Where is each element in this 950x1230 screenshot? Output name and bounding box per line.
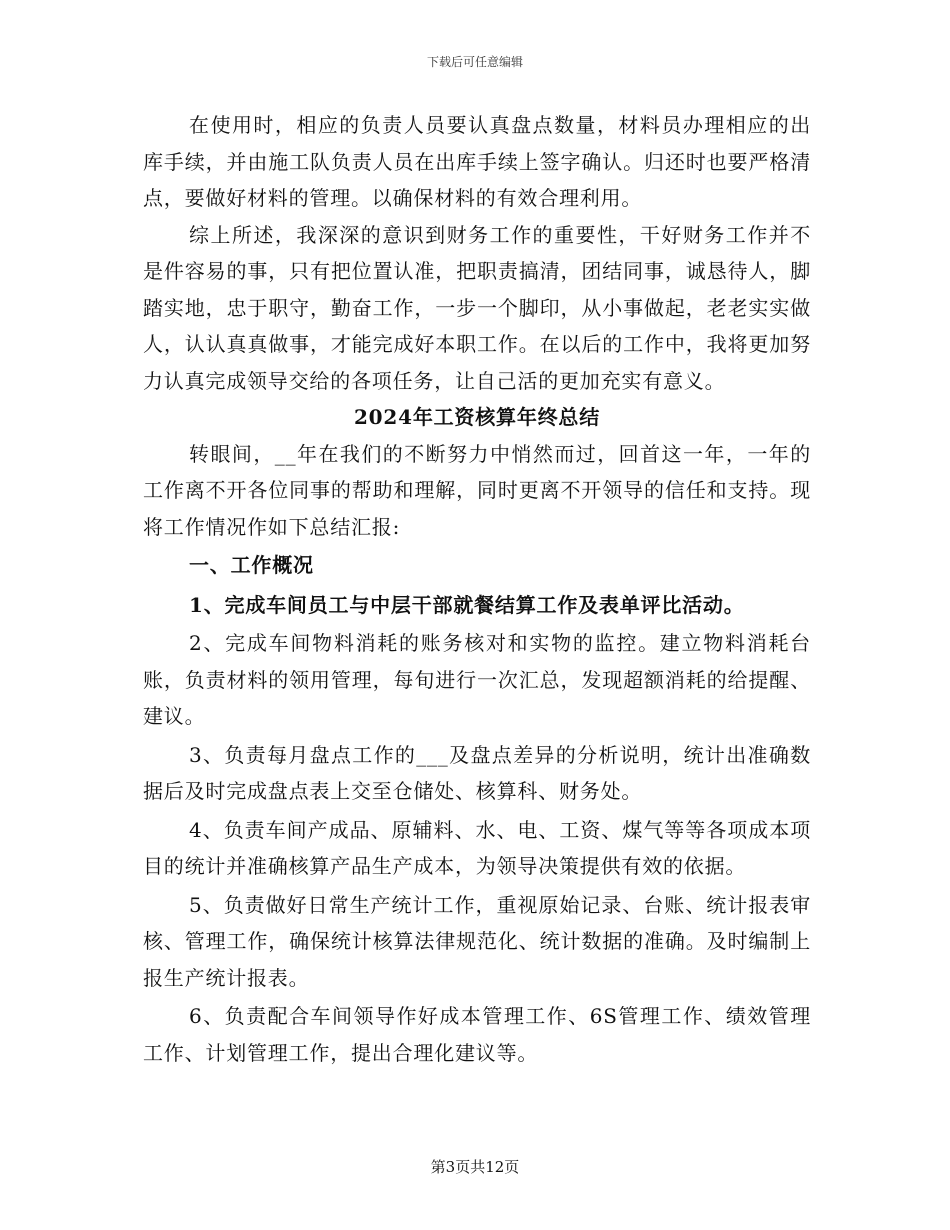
list-item-3: 3、负责每月盘点工作的___及盘点差异的分析说明，统计出准确数据后及时完成盘点表上交至仓储处、核算科、财务处。 xyxy=(143,742,811,803)
paragraph-materials-usage: 在使用时，相应的负责人员要认真盘点数量，材料员办理相应的出库手续，并由施工队负责人员在出库手续上签字确认。归还时也要严格清点，要做好材料的管理。以确保材料的有效合理利用。 xyxy=(143,113,811,210)
list-item-1: 1、完成车间员工与中层干部就餐结算工作及表单评比活动。 xyxy=(189,593,745,617)
paragraph-summary: 综上所述，我深深的意识到财务工作的重要性，干好财务工作并不是件容易的事，只有把位置认准，把职责搞清，团结同事，诚恳待人，脚踏实地，忠于职守，勤奋工作，一步一个脚印，从小事做起，老老实实做人，认认真真做事，才能完成好本职工作。在以后的工作中，我将更加努力认真完成领导交给的各项任务，让自己活的更加充实有意义。 xyxy=(143,222,811,393)
list-item-6: 6、负责配合车间领导作好成本管理工作、6S管理工作、绩效管理工作、计划管理工作，提出合理化建议等。 xyxy=(143,1004,811,1065)
page-footer: 第3页共12页 xyxy=(430,1158,520,1176)
document-body xyxy=(143,107,811,1071)
section-heading-work-overview: 一、工作概况 xyxy=(189,553,314,577)
page-header: 下载后可任意编辑 xyxy=(426,55,523,69)
list-item-2: 2、完成车间物料消耗的账务核对和实物的监控。建立物料消耗台账，负责材料的领用管理，每旬进行一次汇总，发现超额消耗的给提醒、建议。 xyxy=(143,631,811,728)
list-item-5: 5、负责做好日常生产统计工作，重视原始记录、台账、统计报表审核、管理工作，确保统计核算法律规范化、统计数据的准确。及时编制上报生产统计报表。 xyxy=(143,892,811,990)
paragraph-intro: 转眼间，__年在我们的不断努力中悄然而过，回首这一年，一年的工作离不开各位同事的帮助和理解，同时更离不开领导的信任和支持。现将工作情况作如下总结汇报: xyxy=(143,441,811,539)
document-title: 2024年工资核算年终总结 xyxy=(353,405,601,429)
list-item-4: 4、负责车间产成品、原辅料、水、电、工资、煤气等等各项成本项目的统计并准确核算产品生产成本，为领导决策提供有效的依据。 xyxy=(143,817,811,878)
